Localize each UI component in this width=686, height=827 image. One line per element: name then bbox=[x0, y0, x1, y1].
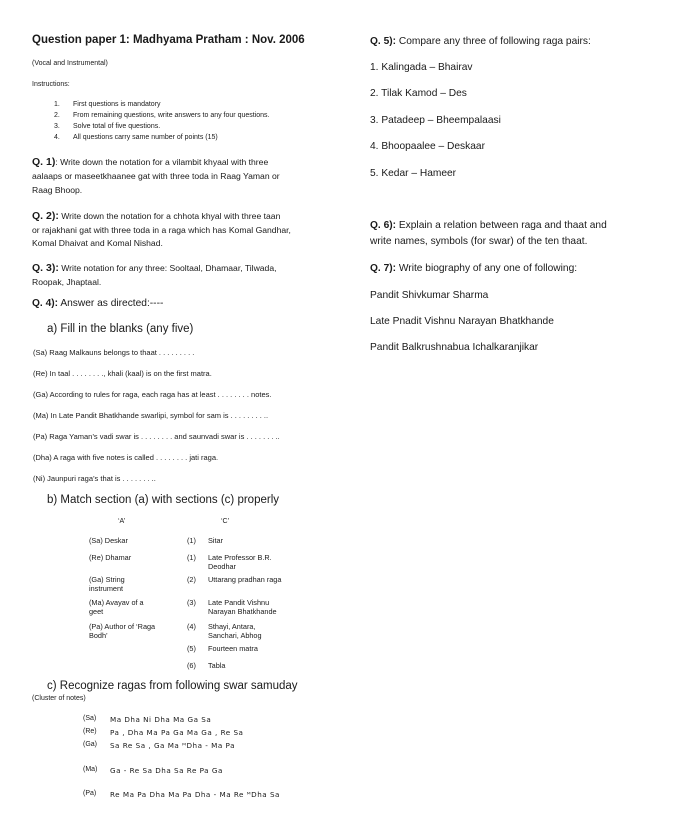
match-title: b) Match section (a) with sections (c) properly bbox=[47, 494, 279, 506]
question-text: Komal Dhaivat and Komal Nishad. bbox=[32, 238, 163, 248]
list-item: (Sa) Deskar bbox=[89, 536, 128, 545]
question-5 bbox=[370, 36, 591, 47]
list-item: Pandit Shivkumar Sharma bbox=[370, 290, 489, 301]
fill-blanks-title: a) Fill in the blanks (any five) bbox=[47, 323, 194, 335]
list-item: 4. Bhoopaalee – Deskaar bbox=[370, 141, 485, 152]
question-text: Write biography of any one of following: bbox=[396, 263, 578, 274]
instruction-text: All questions carry same number of points (15) bbox=[73, 134, 218, 141]
list-item: Uttarang pradhan raga bbox=[208, 575, 282, 584]
list-item: (Ma) In Late Pandit Bhatkhande swarlipi, symbol for sam is . . . . . . . . .. bbox=[33, 411, 269, 420]
list-item: (Pa) Raga Yaman’s vadi swar is . . . . . . . . and saunvadi swar is . . . . . . . .. bbox=[33, 432, 280, 441]
swar-label: (Pa) bbox=[83, 790, 97, 797]
list-item: (Re) In taal . . . . . . . ., khali (kaal) is on the first matra. bbox=[33, 369, 212, 378]
list-item: (Ni) Jaunpuri raga’s that is . . . . . . . .. bbox=[33, 474, 156, 483]
match-num: (4) bbox=[187, 622, 196, 631]
match-num: (2) bbox=[187, 575, 196, 584]
instructions-label: Instructions: bbox=[32, 81, 70, 88]
match-num: (1) bbox=[187, 536, 196, 545]
list-item: Late Pandit Vishnu Narayan Bhatkhande bbox=[208, 598, 277, 616]
list-item: (Dha) A raga with five notes is called . . . . . . . . jati raga. bbox=[33, 453, 219, 462]
instruction-text: First questions is mandatory bbox=[73, 101, 161, 108]
question-label: Q. 3): bbox=[32, 262, 59, 274]
list-item: (Sa) Raag Malkauns belongs to thaat . . . . . . . . . bbox=[33, 348, 195, 357]
recognize-title: c) Recognize ragas from following swar samuday bbox=[47, 680, 298, 692]
list-item: (Ga) According to rules for raga, each raga has at least . . . . . . . . notes. bbox=[33, 390, 272, 399]
match-num: (3) bbox=[187, 598, 196, 607]
list-item: Sitar bbox=[208, 536, 224, 545]
question-text: Raag Bhoop. bbox=[32, 185, 83, 195]
question-text: Explain a relation between raga and thaat and bbox=[396, 220, 607, 231]
instruction-num: 3. bbox=[54, 123, 60, 130]
recognize-subtitle: (Cluster of notes) bbox=[32, 695, 86, 702]
question-text: Write notation for any three: Sooltaal, Dhamaar, Tilwada, bbox=[58, 263, 277, 273]
list-item: Pandit Balkrushnabua Ichalkaranjikar bbox=[370, 342, 539, 353]
question-text: Answer as directed:---- bbox=[58, 298, 164, 309]
question-label: Q. 6): bbox=[370, 220, 397, 231]
question-text: Compare any three of following raga pairs: bbox=[396, 36, 591, 47]
match-head-c: ‘C’ bbox=[221, 518, 230, 525]
instruction-text: Solve total of five questions. bbox=[73, 123, 161, 130]
question-text: or rajakhani gat with three toda in a raga which has Komal Gandhar, bbox=[32, 225, 291, 235]
paper-title: Question paper 1: Madhyama Pratham : Nov. 2006 bbox=[32, 34, 305, 46]
question-text: : Write down the notation for a vilambit khyaal with three bbox=[55, 157, 269, 167]
list-item: 5. Kedar – Hameer bbox=[370, 168, 457, 179]
swar-label: (Re) bbox=[83, 728, 97, 735]
swar-notes: Ga - Re Sa Dha Sa Re Pa Ga bbox=[110, 766, 223, 775]
list-item: Fourteen matra bbox=[208, 644, 258, 653]
question-4 bbox=[32, 298, 163, 309]
swar-notes: Sa Re Sa , Ga Ma ᴹDha - Ma Pa bbox=[110, 741, 235, 750]
question-label: Q. 5): bbox=[370, 36, 397, 47]
list-item: 3. Patadeep – Bheempalaasi bbox=[370, 115, 501, 126]
swar-label: (Sa) bbox=[83, 715, 97, 722]
list-item: 2. Tilak Kamod – Des bbox=[370, 88, 467, 99]
match-num: (5) bbox=[187, 644, 196, 653]
instruction-num: 1. bbox=[54, 101, 60, 108]
list-item: (Ga) String instrument bbox=[89, 575, 125, 593]
list-item: Late Pnadit Vishnu Narayan Bhatkhande bbox=[370, 316, 554, 327]
instruction-text: From remaining questions, write answers to any four questions. bbox=[73, 112, 270, 119]
question-7 bbox=[370, 263, 577, 274]
match-head-a: ‘A’ bbox=[118, 518, 126, 525]
list-item: (Ma) Avayav of a geet bbox=[89, 598, 144, 616]
question-label: Q. 1) bbox=[32, 156, 56, 168]
question-text: write names, symbols (for swar) of the ten thaat. bbox=[370, 236, 588, 247]
question-text: Roopak, Jhaptaal. bbox=[32, 277, 102, 287]
instruction-num: 2. bbox=[54, 112, 60, 119]
swar-notes: Pa , Dha Ma Pa Ga Ma Ga , Re Sa bbox=[110, 728, 244, 737]
list-item: (Re) Dhamar bbox=[89, 553, 132, 562]
question-text: aalaaps or maseetkhaanee gat with three toda in Raag Yaman or bbox=[32, 171, 280, 181]
list-item: Tabla bbox=[208, 661, 226, 670]
instruction-num: 4. bbox=[54, 134, 60, 141]
swar-label: (Ga) bbox=[83, 741, 97, 748]
list-item: 1. Kalingada – Bhairav bbox=[370, 62, 473, 73]
paper-subtitle: (Vocal and Instrumental) bbox=[32, 60, 108, 67]
question-label: Q. 4): bbox=[32, 298, 59, 309]
swar-notes: Re Ma Pa Dha Ma Pa Dha - Ma Re ᴹDha Sa bbox=[110, 790, 280, 799]
swar-notes: Ma Dha Ni Dha Ma Ga Sa bbox=[110, 715, 212, 724]
question-label: Q. 7): bbox=[370, 263, 397, 274]
list-item: (Pa) Author of ‘Raga Bodh’ bbox=[89, 622, 156, 640]
question-label: Q. 2): bbox=[32, 210, 59, 222]
question-text: Write down the notation for a chhota khyal with three taan bbox=[58, 211, 281, 221]
list-item: Sthayi, Antara, Sanchari, Abhog bbox=[208, 622, 262, 640]
swar-label: (Ma) bbox=[83, 766, 98, 773]
list-item: Late Professor B.R. Deodhar bbox=[208, 553, 272, 571]
match-num: (6) bbox=[187, 661, 196, 670]
match-num: (1) bbox=[187, 553, 196, 562]
